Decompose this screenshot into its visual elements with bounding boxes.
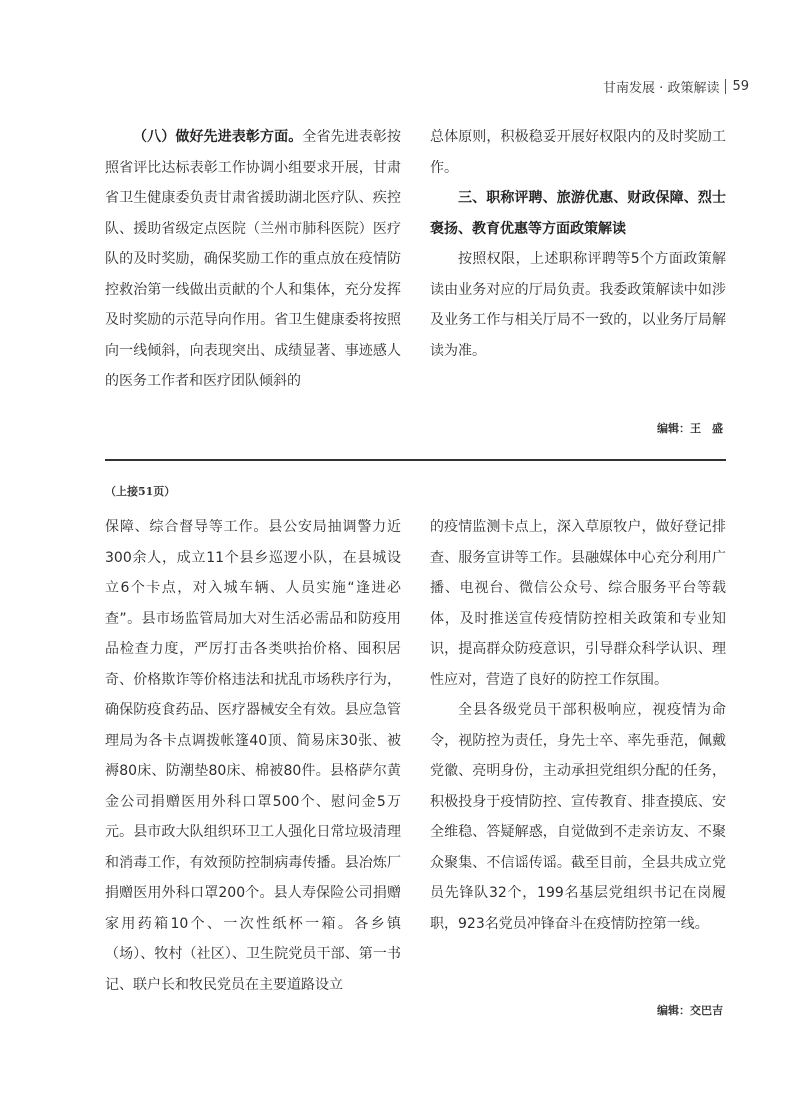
page-number: 59 bbox=[732, 79, 749, 94]
paragraph-continuation: 总体原则，积极稳妥开展好权限内的及时奖励工作。 bbox=[430, 129, 726, 176]
article-divider bbox=[105, 459, 726, 461]
section-title: 甘南发展 · 政策解读 bbox=[603, 81, 720, 96]
paragraph-party-members: 全县各级党员干部积极响应，视疫情为命令，视防控为责任，身先士卒、率先垂范，佩戴党徽、亮明身份，主动承担党组织分配的任务，积极投身于疫情防控、宣传教育、排查摸底、安全维稳、答疑解惑，自觉做到不走亲访友、不聚众聚集、不信谣传谣。截至目前，全县共成立党员先锋队32个，199名基层党组织书记在岗履职，923名党员冲锋奋斗在疫情防控第一线。 bbox=[430, 702, 726, 932]
paragraph-body: 全省先进表彰按照省评比达标表彰工作协调小组要求开展，甘肃省卫生健康委负责甘肃省援助湖北医疗队、疾控队、援助省级定点医院（兰州市肺科医院）医疗队的及时奖励，确保奖励工作的重点放在疫情防控救治第一线做出贡献的个人和集体，充分发挥及时奖励的示范导向作用。省卫生健康委将按照向一线倾斜，向表现突出、成绩显著、事迹感人的医务工作者和医疗团队倾斜的 bbox=[105, 129, 402, 389]
top-right-column bbox=[430, 122, 726, 366]
paragraph-authority: 按照权限，上述职称评聘等5个方面政策解读由业务对应的厅局负责。我委政策解读中如涉及业务工作与相关厅局不一致的，以业务厅局解读为准。 bbox=[430, 251, 726, 359]
paragraph-award bbox=[105, 122, 401, 397]
top-left-column bbox=[105, 122, 401, 397]
header-divider bbox=[725, 79, 726, 94]
bottom-right-column bbox=[430, 512, 726, 939]
paragraph-monitoring: 的疫情监测卡点上，深入草原牧户，做好登记排查、服务宣讲等工作。县融媒体中心充分利用广播、电视台、微信公众号、综合服务平台等载体，及时推送宣传疫情防控相关政策和专业知识，提高群众防疫意识，引导群众科学认识、理性应对，营造了良好的防控工作氛围。 bbox=[430, 519, 726, 688]
editor-credit-top: 编辑：王 盛 bbox=[657, 422, 723, 435]
editor-credit-bottom: 编辑：交巴吉 bbox=[657, 1004, 723, 1017]
paragraph-measures: 保障、综合督导等工作。县公安局抽调警力近300余人，成立11个县乡巡逻小队，在县城设立6个卡点，对入城车辆、人员实施“逢进必查”。县市场监管局加大对生活必需品和防疫用品检查力度，严厉打击各类哄抬价格、囤积居奇、价格欺诈等价格违法和扰乱市场秩序行为，确保防疫食药品、医疗器械安全有效。县应急管理局为各卡点调拨帐篷40顶、简易床30张、被褥80床、防潮垫80床、棉被80件。县格萨尔黄金公司捐赠医用外科口罩500个、慰问金5万元。县市政大队组织环卫工人强化日常垃圾清理和消毒工作，有效预防控制病毒传播。县冶炼厂捐赠医用外科口罩200个。县人寿保险公司捐赠家用药箱10个、一次性纸杯一箱。各乡镇（场）、牧村（社区）、卫生院党员干部、第一书记、联户长和牧民党员在主要道路设立 bbox=[105, 519, 401, 993]
bottom-left-column bbox=[105, 512, 401, 1000]
continued-from-note: （上接51页） bbox=[105, 485, 176, 498]
running-header bbox=[603, 77, 749, 96]
section-heading: 三、职称评聘、旅游优惠、财政保障、烈士褒扬、教育优惠等方面政策解读 bbox=[430, 190, 726, 237]
paragraph-heading: （八）做好先进表彰方面。 bbox=[133, 129, 303, 145]
